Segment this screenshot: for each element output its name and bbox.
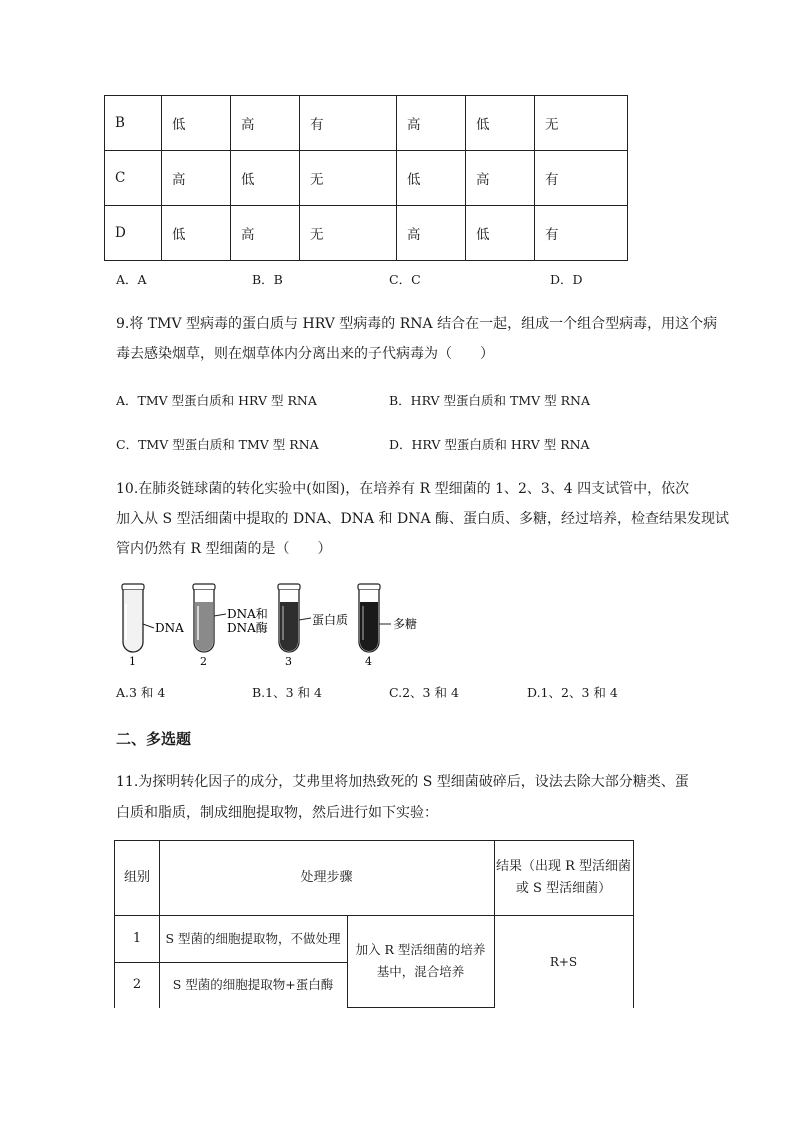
tube-2-number: 2 [200, 655, 207, 668]
q11-row2-id: 2 [114, 962, 160, 1008]
tube-1 [122, 584, 184, 668]
tube-3 [278, 584, 348, 668]
q8-table-cell: 低 [162, 206, 231, 261]
q8-table-row [105, 151, 628, 206]
q10-stem-line1: 10.在肺炎链球菌的转化实验中(如图)，在培养有 R 型细菌的 1、2、3、4 四支试管中，依次 [116, 481, 690, 497]
q8-table-cell: 低 [397, 151, 466, 206]
q10-option-c[interactable]: C.2、3 和 4 [389, 685, 459, 700]
tube-3-number: 3 [285, 655, 292, 668]
q11-result: R+S [494, 915, 634, 1008]
tube-2 [193, 584, 268, 668]
q10-stem-line2: 加入从 S 型活细菌中提取的 DNA、DNA 和 DNA 酶、蛋白质、多糖，经过培养，检查结果发现试 [116, 511, 730, 527]
q8-option-b[interactable]: B．B [252, 272, 283, 287]
test-tubes-svg [114, 580, 454, 670]
q9-option-c[interactable]: C．TMV 型蛋白质和 TMV 型 RNA [116, 437, 319, 452]
q11-merged-step-line2: 基中，混合培养 [376, 964, 465, 979]
q11-head-group: 组别 [114, 840, 160, 916]
q10-option-d[interactable]: D.1、2、3 和 4 [527, 685, 618, 700]
q9-stem-line2: 毒去感染烟草，则在烟草体内分离出来的子代病毒为（ ） [116, 346, 494, 362]
q11-row2-step: S 型菌的细胞提取物+蛋白酶 [159, 962, 348, 1008]
q8-table [104, 95, 628, 261]
q11-row1-id: 1 [114, 915, 160, 963]
q8-table-cell: 高 [162, 151, 231, 206]
q11-stem-line1: 11.为探明转化因子的成分，艾弗里将加热致死的 S 型细菌破碎后，设法去除大部分糖类、蛋 [116, 774, 689, 790]
q8-table-cell: 高 [231, 206, 300, 261]
q8-table-cell: 无 [535, 96, 628, 151]
q8-table-cell: 无 [300, 206, 397, 261]
q8-table-row [105, 206, 628, 261]
q11-merged-step-line1: 加入 R 型活细菌的培养 [355, 942, 486, 957]
q9-option-b[interactable]: B．HRV 型蛋白质和 TMV 型 RNA [389, 393, 591, 408]
q11-stem-line2: 白质和脂质，制成细胞提取物，然后进行如下实验： [116, 805, 438, 821]
q8-table-cell: 低 [466, 96, 535, 151]
q8-option-c[interactable]: C．C [389, 272, 421, 287]
q8-table-cell: 有 [535, 206, 628, 261]
tube-2-label2: DNA酶 [227, 621, 268, 635]
q11-head-result [494, 840, 634, 916]
q8-table-cell: 高 [397, 206, 466, 261]
q10-stem-line3: 管内仍然有 R 型细菌的是（ ） [116, 541, 332, 557]
q11-head-result-line2: 或 S 型活细菌） [515, 881, 612, 896]
q11-head-steps: 处理步骤 [159, 840, 495, 916]
test-tubes-figure [114, 580, 454, 674]
section-title: 二、多选题 [116, 730, 192, 748]
q8-table-cell: C [105, 151, 162, 206]
q10-option-a[interactable]: A.3 和 4 [116, 685, 166, 700]
q8-table-cell: 无 [300, 151, 397, 206]
q8-table-cell: 低 [231, 151, 300, 206]
q8-table-cell: 低 [466, 206, 535, 261]
q8-table-row [105, 96, 628, 151]
q8-table-cell: 高 [466, 151, 535, 206]
q8-table-cell: 高 [231, 96, 300, 151]
tube-1-label: DNA [155, 621, 184, 635]
q8-table-cell: D [105, 206, 162, 261]
tube-4-number: 4 [365, 655, 372, 668]
q10-option-b[interactable]: B.1、3 和 4 [252, 685, 322, 700]
q8-table-cell: 有 [300, 96, 397, 151]
q8-table-cell: 高 [397, 96, 466, 151]
q8-option-d[interactable]: D．D [550, 272, 583, 287]
q8-option-a[interactable]: A．A [116, 272, 147, 287]
q11-row1-step: S 型菌的细胞提取物，不做处理 [159, 915, 348, 963]
q8-table-cell: B [105, 96, 162, 151]
tube-4 [358, 584, 417, 668]
q9-option-d[interactable]: D．HRV 型蛋白质和 HRV 型 RNA [389, 437, 590, 452]
q11-table [114, 840, 634, 1008]
q8-table-cell: 低 [162, 96, 231, 151]
q9-stem-line1: 9.将 TMV 型病毒的蛋白质与 HRV 型病毒的 RNA 结合在一起，组成一个组合型病毒，用这个病 [116, 316, 718, 332]
q8-table-cell: 有 [535, 151, 628, 206]
tube-1-number: 1 [129, 655, 136, 668]
q11-head-result-line1: 结果（出现 R 型活细菌 [495, 859, 632, 874]
q9-option-a[interactable]: A．TMV 型蛋白质和 HRV 型 RNA [116, 393, 317, 408]
tube-3-label: 蛋白质 [312, 613, 349, 627]
tube-2-label: DNA和 [227, 607, 268, 621]
q11-merged-step [347, 915, 495, 1008]
tube-4-label: 多糖 [393, 617, 418, 631]
